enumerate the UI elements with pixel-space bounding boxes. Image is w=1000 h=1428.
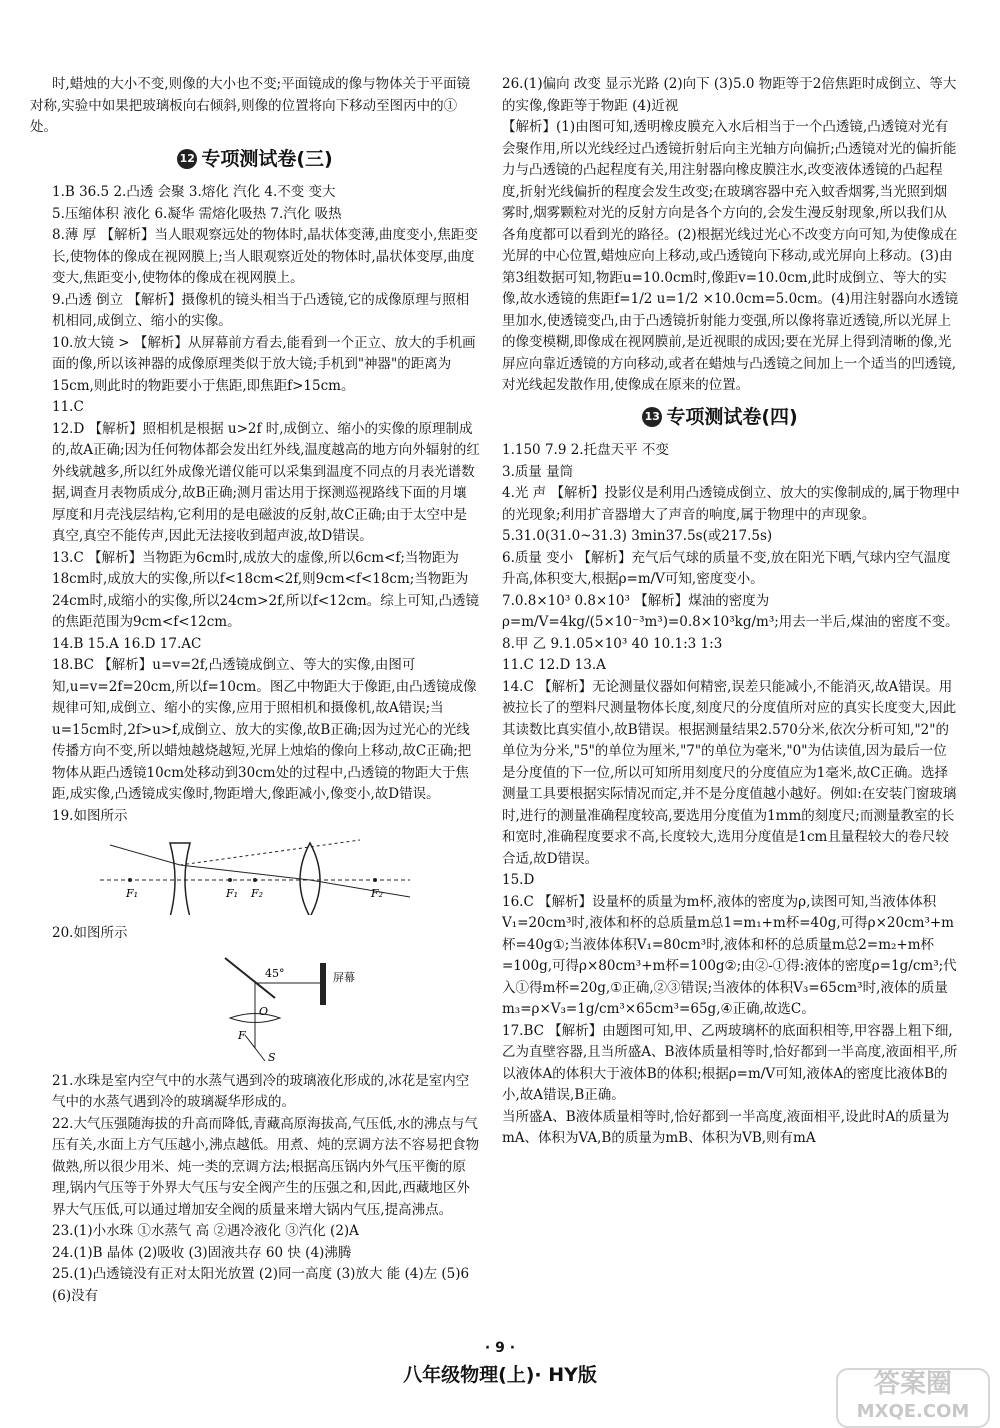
- answer-item: 17.BC 【解析】由题图可知,甲、乙两玻璃杯的底面积相等,甲容器上粗下细,乙为直壁容器,且当所盛A、B液体质量相等时,恰好都到一半高度,液面相平,所以液体A的体积大于液体B的体积;根据ρ=m/V可知,液体A的密度比液体B的小,故A错误,B正确。: [502, 1022, 958, 1103]
- optical-center-label: O: [259, 1004, 269, 1018]
- answer-item: 15.D: [502, 872, 535, 888]
- answer-item: 23.(1)小水珠 ①水蒸气 高 ②遇冷液化 ③汽化 (2)A: [52, 1223, 359, 1239]
- focus-label: F₁: [226, 887, 239, 900]
- answer-item: 9.凸透 倒立 【解析】摄像机的镜头相当于凸透镜,它的成像原理与照相机相同,成倒立、缩小的实像。: [52, 291, 470, 329]
- focus-label: F: [238, 1028, 246, 1042]
- lens-ray-diagram-19: [30, 835, 470, 915]
- source-label: S: [268, 1050, 276, 1063]
- angle-label: 45°: [265, 966, 285, 980]
- focus-label: F₁: [126, 887, 139, 900]
- section-number-badge: 12: [177, 149, 197, 169]
- answer-item: 1.150 7.9 2.托盘天平 不变: [502, 442, 669, 458]
- answer-item: 5.31.0(31.0~31.3) 3min37.5s(或217.5s): [502, 528, 773, 544]
- answer-item: 1.B 36.5 2.凸透 会聚 3.熔化 汽化 4.不变 变大: [52, 184, 336, 200]
- answer-item: 11.C 12.D 13.A: [502, 657, 606, 673]
- answer-item: 4.光 声 【解析】投影仪是利用凸透镜成倒立、放大的实像制成的,属于物理中的光现象;利用扩音器增大了声音的响度,属于物理中的声现象。: [502, 485, 960, 523]
- focus-label: F₂: [251, 887, 264, 900]
- answer-item: 14.C 【解析】无论测量仪器如何精密,误差只能减小,不能消灭,故A错误。用被拉长了的塑料尺测量物体长度,刻度尺的分度值所对应的真实长度变大,因此其读数比真实值小,故B错误。根据测量结果2.570分米,依次分析可知,"2"的单位为分米,"5"的单位为厘米,"7"的单位为毫米,"0"为估读值,因为最后一位是分度值的下一位,所以可知所用刻度尺的分度值应为1毫米,故C正确。选择测量工具要根据实际情况而定,并不是分度值越小越好。例如:在安装门窗玻璃时,进行的测量准确程度较高,要选用分度值为1mm的刻度尺;而测量教室的长和宽时,准确程度要求不高,长度较大,选用分度值是1cm且量程较大的卷尺较合适,故D错误。: [502, 678, 957, 867]
- answer-item: 8.甲 乙 9.1.05×10³ 40 10.1:3 1:3: [502, 635, 723, 652]
- focus-label: F₂: [371, 887, 384, 900]
- right-column: [480, 74, 960, 1150]
- answer-item: 21.水珠是室内空气中的水蒸气遇到冷的玻璃液化形成的,冰花是室内空气中的水蒸气遇到冷的玻璃凝华形成的。: [52, 1072, 470, 1110]
- answer-item: 10.放大镜 > 【解析】从屏幕前方看去,能看到一个正立、放大的手机画面的像,所以该神器的成像原理类似于放大镜;手机到"神器"的距离为15cm,则此时的物距要小于焦距,即焦距f>15cm。: [52, 334, 476, 394]
- answer-item: 25.(1)凸透镜没有正对太阳光放置 (2)同一高度 (3)放大 能 (4)左 (5)6 (6)没有: [52, 1266, 470, 1304]
- answer-item: 3.质量 量筒: [502, 463, 574, 480]
- watermark-text: 答案圈: [873, 1369, 952, 1399]
- left-column: [30, 74, 480, 1307]
- answer-item: 14.B 15.A 16.D 17.AC: [52, 635, 202, 652]
- answer-item: 20.如图所示: [52, 925, 128, 941]
- mirror-diagram-20: [30, 953, 470, 1063]
- section-title-text: 专项测试卷(四): [666, 405, 798, 428]
- screen-label: 屏幕: [333, 970, 355, 984]
- answer-item: 5.压缩体积 液化 6.凝华 需熔化吸热 7.汽化 吸热: [52, 205, 342, 222]
- answer-item: 12.D 【解析】照相机是根据 u>2f 时,成倒立、缩小的实像的原理制成的,故A正确;因为任何物体都会发出红外线,温度越高的地方向外辐射的红外线就越多,所以红外成像光谱仪能可以采集到温度不同点的月表光谱数据,调查月表物质成分,故B正确;测月雷达用于探测巡视路线下面的月壤厚度和月壳浅层结构,它利用的是电磁波的反射,故C正确;由于太空中是真空,真空不能传声,因此无法接收到超声波,故D错误。: [52, 420, 480, 544]
- section-number-badge: 13: [642, 407, 662, 427]
- analysis-paragraph: 当所盛A、B液体质量相等时,恰好都到一半高度,液面相平,设此时A的质量为mA、体积为VA,B的质量为mB、体积为VB,则有mA: [502, 1108, 950, 1146]
- watermark-url: MXQE.COM: [856, 1401, 970, 1422]
- section-title-13: [480, 407, 960, 429]
- answer-item: 6.质量 变小 【解析】充气后气球的质量不变,放在阳光下晒,气球内空气温度升高,体积变大,根据ρ=m/V可知,密度变小。: [502, 549, 951, 587]
- footer-title: 八年级物理(上)· HY版: [403, 1364, 597, 1386]
- answer-item: 24.(1)B 晶体 (2)吸收 (3)固液共存 60 快 (4)沸腾: [52, 1244, 352, 1261]
- answer-item: 11.C: [52, 399, 84, 415]
- answer-item: 13.C 【解析】当物距为6cm时,成放大的虚像,所以6cm<f;当物距为18cm时,成放大的实像,所以f<18cm<2f,则9cm<f<18cm;当物距为24cm时,成缩小的实像,所以24cm>2f,所以f<12cm。综上可知,凸透镜的焦距范围为9cm<f<12cm。: [52, 549, 480, 630]
- answer-item: 8.薄 厚 【解析】当人眼观察远处的物体时,晶状体变薄,曲度变小,焦距变长,使物体的像成在视网膜上;当人眼观察近处的物体时,晶状体变厚,曲度变大,焦距变小,使物体的像成在视网膜上。: [52, 227, 478, 286]
- intro-paragraph: 时,蜡烛的大小不变,则像的大小也不变;平面镜成的像与物体关于平面镜对称,实验中如果把玻璃板向右倾斜,则像的位置将向下移动至图丙中的①处。: [30, 76, 471, 135]
- answer-item: 18.BC 【解析】u=v=2f,凸透镜成倒立、等大的实像,由图可知,u=v=2f=20cm,所以f=10cm。图乙中物距大于像距,由凸透镜成像规律可知,成倒立、缩小的实像,应用于照相机和摄像机,故A错误;当u=15cm时,2f>u>f,成倒立、放大的实像,故B正确;因为过光心的光线传播方向不变,所以蜡烛越烧越短,光屏上烛焰的像向上移动,故C正确;把物体从距凸透镜10cm处移动到30cm处的过程中,凸透镜的物距大于焦距,成实像,凸透镜成实像时,物距增大,像距减小,像变小,故D错误。: [52, 657, 477, 802]
- answer-item: 19.如图所示: [52, 807, 128, 824]
- page-number: · 9 ·: [484, 1340, 516, 1356]
- section-title-text: 专项测试卷(三): [201, 147, 333, 170]
- answer-item: 16.C 【解析】设量杯的质量为m杯,液体的密度为ρ,读图可知,当液体体积V₁=20cm³时,液体和杯的总质量m总1=m₁+m杯=40g,可得ρ×20cm³+m杯=40g①;当液体体积V₁=80cm³时,液体和杯的总质量m总2=m₂+m杯=100g,可得ρ×80cm³+m杯=100g②;由②-①得:液体的密度ρ=1g/cm³;代入①得m杯=20g,①正确,②③错误;当液体的体积V₃=65cm³时,液体的质量m₃=ρ×V₃=1g/cm³×65cm³=65g,④正确,故选C。: [502, 893, 957, 1017]
- answer-item: 7.0.8×10³ 0.8×10³ 【解析】煤油的密度为ρ=m/V=4kg/(5×10⁻³m³)=0.8×10³kg/m³;用去一半后,煤油的密度不变。: [502, 592, 959, 630]
- section-title-12: [30, 149, 480, 171]
- analysis-paragraph: 【解析】(1)由图可知,透明橡皮膜充入水后相当于一个凸透镜,凸透镜对光有会聚作用,所以光线经过凸透镜折射后向主光轴方向偏折;凸透镜对光的偏折能力与凸透镜的凸起程度有关,用注射器向橡皮膜注水,改变液体透镜的凸起程度,折射光线偏折的程度会发生改变;在玻璃容器中充入蚊香烟雾,当光照到烟雾时,烟雾颗粒对光的反射方向是各个方向的,会发生漫反射现象,所以我们从各角度都可以看到光的路径。(2)根据光线过光心不改变方向可知,为使像成在光屏的中心位置,蜡烛应向上移动,或凸透镜向下移动,或光屏向上移动。(3)由第3组数据可知,物距u=10.0cm时,像距v=10.0cm,此时成倒立、等大的实像,故水透镜的焦距f=1/2 u=1/2 ×10.0cm=5.0cm。(4)用注射器向水透镜里加水,使透镜变凸,由于凸透镜折射能力变强,所以像将靠近透镜,所以光屏上的像变模糊,即像成在视网膜前,是近视眼的成因;要在光屏上得到清晰的像,光屏应向靠近透镜的方向移动,或者在蜡烛与凸透镜之间加上一个适当的凹透镜,对光线起发散作用,使像成在原来的位置。: [502, 119, 959, 393]
- watermark-logo: [836, 1368, 990, 1428]
- answer-item: 26.(1)偏向 改变 显示光路 (2)向下 (3)5.0 物距等于2倍焦距时成倒立、等大的实像,像距等于物距 (4)近视: [502, 76, 957, 114]
- answer-item: 22.大气压强随海拔的升高而降低,青藏高原海拔高,气压低,水的沸点与气压有关,水面上方气压越小,沸点越低。用煮、炖的烹调方法不容易把食物做熟,所以很少用米、炖一类的烹调方法;根据高压锅内外气压平衡的原理,锅内气压等于外界大气压与安全阀产生的压强之和,因此,西藏地区外界大气压低,可以通过增加安全阀的质量来增大锅内气压,提高沸点。: [52, 1115, 480, 1218]
